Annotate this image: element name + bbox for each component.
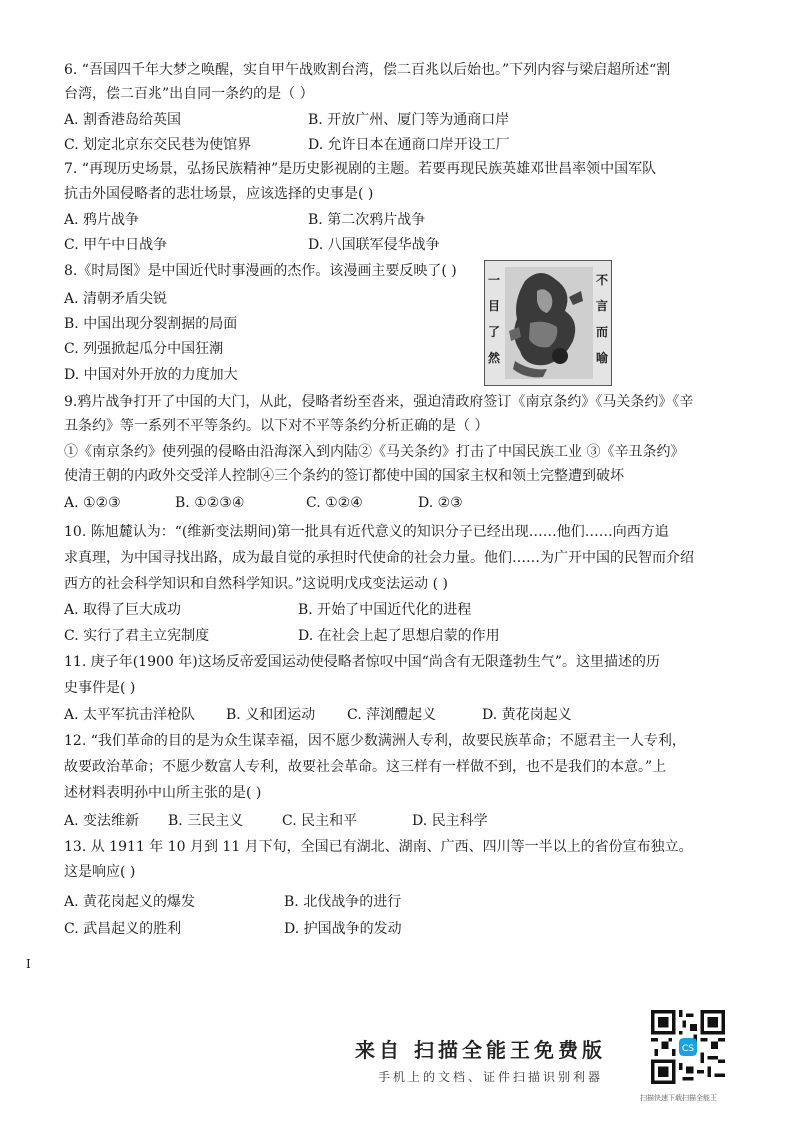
qr-caption: 扫描快速下载扫描全能王 (640, 1094, 717, 1102)
q11-stem-line2: 史事件是( ) (64, 680, 136, 696)
q8-stem: 8.《时局图》是中国近代时事漫画的杰作。该漫画主要反映了( ) (64, 263, 457, 279)
q12-stem-line3: 述材料表明孙中山所主张的是( ) (64, 785, 262, 801)
svg-text:CS: CS (681, 1042, 695, 1054)
q9-option-c: C. ①②④ (306, 495, 363, 511)
q6-stem-line1: 6. “吾国四千年大梦之唤醒，实自甲午战败割台湾，偿二百兆以后始也。”下列内容与梁启超所述“割 (64, 62, 671, 78)
q7-option-c: C. 甲午中日战争 (64, 237, 168, 253)
scanner-watermark-title: 来自 扫描全能王免费版 (355, 1038, 606, 1062)
q7-option-b: B. 第二次鸦片战争 (308, 212, 426, 228)
q10-option-d: D. 在社会上起了思想启蒙的作用 (298, 628, 500, 644)
q9-statements-line2: 使清王朝的内政外交受洋人控制④三个条约的签订都使中国的国家主权和领土完整遭到破坏 (64, 468, 624, 484)
q6-option-a: A. 割香港岛给英国 (64, 112, 182, 128)
q12-stem-line1: 12. “我们革命的目的是为众生谋幸福，因不愿少数满洲人专利，故要民族革命；不愿君主一人专利， (64, 733, 686, 749)
q10-option-b: B. 开始了中国近代化的进程 (298, 602, 472, 618)
qr-code-icon[interactable] (651, 1010, 725, 1084)
q10-stem-line2: 求真理，为中国寻找出路，成为最自觉的承担时代使命的社会力量。他们……为广开中国的民智而介绍 (64, 550, 694, 566)
q10-option-c: C. 实行了君主立宪制度 (64, 628, 210, 644)
q9-option-a: A. ①②③ (64, 495, 121, 511)
shijutu-cartoon-image (484, 260, 612, 386)
q8-option-d: D. 中国对外开放的力度加大 (64, 367, 238, 383)
q9-option-d: D. ②③ (418, 495, 463, 511)
q6-option-c: C. 划定北京东交民巷为使馆界 (64, 137, 252, 153)
q12-option-b: B. 三民主义 (168, 813, 244, 829)
q7-option-a: A. 鸦片战争 (64, 212, 140, 228)
q6-option-b: B. 开放广州、厦门等为通商口岸 (308, 112, 510, 128)
q13-option-c: C. 武昌起义的胜利 (64, 921, 182, 937)
q12-option-d: D. 民主科学 (412, 813, 488, 829)
q9-stem-line1: 9.鸦片战争打开了中国的大门，从此，侵略者纷至沓来，强迫清政府签订《南京条约》《马关条约》《辛 (64, 394, 694, 410)
cartoon-caption-right: 不 言 而 喻 (595, 273, 608, 365)
q9-option-b: B. ①②③④ (175, 495, 245, 511)
q7-option-d: D. 八国联军侵华战争 (308, 237, 440, 253)
q8-option-b: B. 中国出现分裂割据的局面 (64, 316, 238, 332)
cartoon-caption-left: 一 目 了 然 (487, 273, 500, 365)
q12-stem-line2: 故要政治革命；不愿少数富人专利，故要社会革命。这三样有一样做不到，也不是我们的本意。”上 (64, 759, 667, 775)
q6-stem-line2: 台湾，偿二百兆”出自同一条约的是（ ） (64, 86, 314, 102)
q9-statements-line1: ①《南京条约》使列强的侵略由沿海深入到内陆②《马关条约》打击了中国民族工业 ③《辛丑条约》 (64, 444, 685, 460)
q12-option-c: C. 民主和平 (282, 813, 358, 829)
q13-stem-line1: 13. 从 1911 年 10 月到 11 月下旬，全国已有湖北、湖南、广西、四川等一半以上的省份宣布独立。 (64, 839, 693, 855)
q7-stem-line1: 7. “再现历史场景，弘扬民族精神”是历史影视剧的主题。若要再现民族英雄邓世昌率领中国军队 (64, 161, 657, 177)
q8-option-a: A. 清朝矛盾尖锐 (64, 291, 168, 307)
q13-stem-line2: 这是响应( ) (64, 864, 136, 880)
q6-option-d: D. 允许日本在通商口岸开设工厂 (308, 137, 510, 153)
q10-stem-line1: 10. 陈旭麓认为：“(维新变法期间)第一批具有近代意义的知识分子已经出现……他们……向西方追 (64, 524, 669, 540)
q12-option-a: A. 变法维新 (64, 813, 140, 829)
q7-stem-line2: 抗击外国侵略者的悲壮场景，应该选择的史事是( ) (64, 186, 374, 202)
q11-stem-line1: 11. 庚子年(1900 年)这场反帝爱国运动使侵略者惊叹中国“尚含有无限蓬勃生气”。这里描述的历 (64, 654, 661, 670)
margin-mark: I (26, 957, 31, 971)
q13-option-d: D. 护国战争的发动 (284, 921, 402, 937)
q10-option-a: A. 取得了巨大成功 (64, 602, 182, 618)
q11-option-a: A. 太平军抗击洋枪队 (64, 707, 196, 723)
q10-stem-line3: 西方的社会科学知识和自然科学知识。”这说明戊戌变法运动 ( ) (64, 576, 448, 592)
q11-option-c: C. 萍浏醴起义 (347, 707, 437, 723)
q9-stem-line2: 丑条约》等一系列不平等条约。以下对不平等条约分析正确的是（ ） (64, 418, 489, 434)
q13-option-a: A. 黄花岗起义的爆发 (64, 894, 196, 910)
q11-option-b: B. 义和团运动 (226, 707, 316, 723)
q8-option-c: C. 列强掀起瓜分中国狂潮 (64, 341, 224, 357)
cartoon-illustration (485, 261, 611, 385)
q11-option-d: D. 黄花岗起义 (482, 707, 572, 723)
scanner-watermark-subtitle: 手机上的文档、证件扫描识别利器 (378, 1070, 604, 1084)
q13-option-b: B. 北伐战争的进行 (284, 894, 402, 910)
